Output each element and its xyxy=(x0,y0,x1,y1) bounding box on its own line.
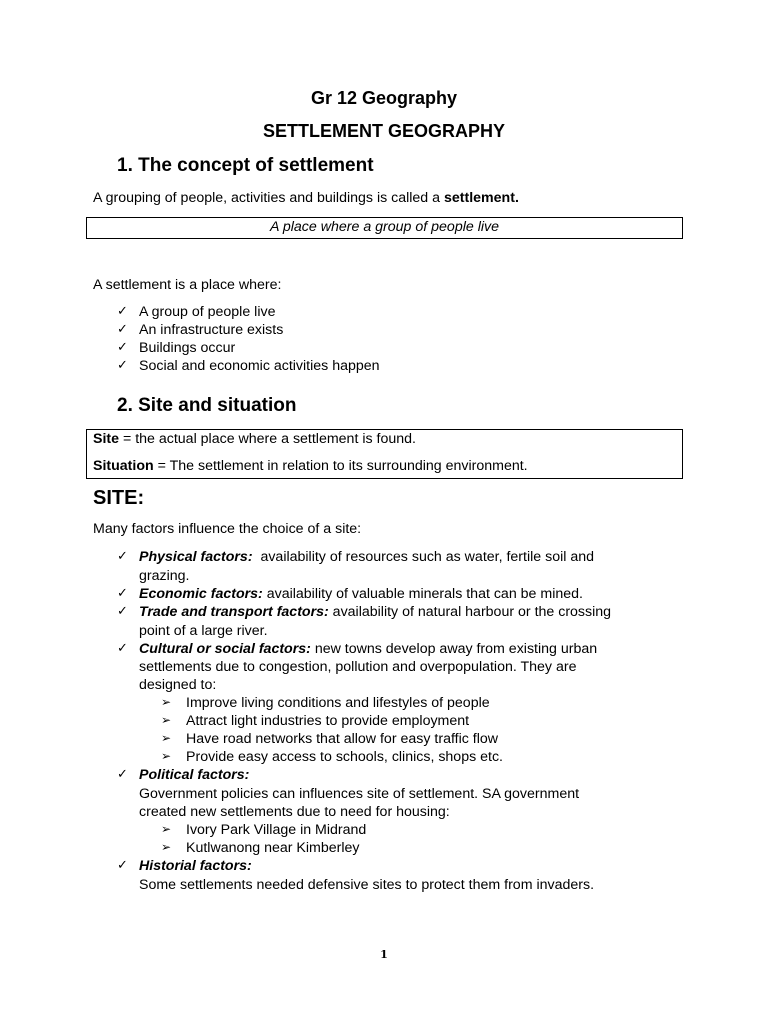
historical-factors xyxy=(139,857,252,875)
definition-box xyxy=(86,217,683,239)
economic-text: availability of valuable minerals that can be mined. xyxy=(262,586,583,602)
cultural-item: Have road networks that allow for easy traffic flow xyxy=(186,731,499,747)
check-icon: ✓ xyxy=(117,304,128,319)
list-item: Buildings occur xyxy=(139,340,236,356)
situation-term: Situation xyxy=(93,458,154,474)
cultural-item: Provide easy access to schools, clinics, shops etc. xyxy=(186,749,503,765)
check-icon: ✓ xyxy=(117,322,128,337)
cultural-item: Improve living conditions and lifestyles of people xyxy=(186,695,490,711)
political-item: Kutlwanong near Kimberley xyxy=(186,840,360,856)
arrow-bullet-icon: ➢ xyxy=(161,749,172,763)
cultural-text: new towns develop away from existing urban xyxy=(310,641,598,657)
trade-factors xyxy=(139,603,611,621)
political-text: Government policies can influences site of settlement. SA government xyxy=(139,786,580,802)
section1-heading: 1. The concept of settlement xyxy=(117,155,374,176)
historical-text: Some settlements needed defensive sites to protect them from invaders. xyxy=(139,877,595,893)
physical-label: Physical factors: xyxy=(139,549,253,565)
historical-label: Historial factors: xyxy=(139,858,252,874)
trade-text-cont: point of a large river. xyxy=(139,623,268,639)
check-icon: ✓ xyxy=(117,586,128,601)
check-icon: ✓ xyxy=(117,604,128,619)
political-label: Political factors: xyxy=(139,767,250,783)
list-item: Social and economic activities happen xyxy=(139,358,380,374)
trade-text: availability of natural harbour or the crossing xyxy=(328,604,612,620)
document-title: Gr 12 Geography xyxy=(310,88,458,108)
arrow-bullet-icon: ➢ xyxy=(161,695,172,709)
list-intro: A settlement is a place where: xyxy=(93,277,282,293)
section2-heading: 2. Site and situation xyxy=(117,395,297,416)
cultural-label: Cultural or social factors: xyxy=(139,641,311,657)
check-icon: ✓ xyxy=(117,767,128,782)
list-item: A group of people live xyxy=(139,304,276,320)
site-intro: Many factors influence the choice of a site: xyxy=(93,521,362,537)
check-icon: ✓ xyxy=(117,549,128,564)
physical-text-cont: grazing. xyxy=(139,568,190,584)
check-icon: ✓ xyxy=(117,358,128,373)
check-icon: ✓ xyxy=(117,340,128,355)
site-def: = the actual place where a settlement is found. xyxy=(119,431,416,447)
political-text-cont: created new settlements due to need for housing: xyxy=(139,804,450,820)
arrow-bullet-icon: ➢ xyxy=(161,840,172,854)
cultural-text-cont: designed to: xyxy=(139,677,217,693)
list-item: An infrastructure exists xyxy=(139,322,284,338)
site-term: Site xyxy=(93,431,120,447)
economic-label: Economic factors: xyxy=(139,586,263,602)
economic-factors xyxy=(139,585,583,603)
section1-intro-bold: settlement. xyxy=(443,190,519,206)
arrow-bullet-icon: ➢ xyxy=(161,713,172,727)
document-subtitle: SETTLEMENT GEOGRAPHY xyxy=(262,121,505,141)
situation-definition xyxy=(93,457,528,475)
cultural-item: Attract light industries to provide employment xyxy=(186,713,470,729)
definition-box-text: A place where a group of people live xyxy=(270,219,499,235)
section1-intro xyxy=(93,189,519,207)
trade-label: Trade and transport factors: xyxy=(139,604,329,620)
arrow-bullet-icon: ➢ xyxy=(161,731,172,745)
check-icon: ✓ xyxy=(117,858,128,873)
political-item: Ivory Park Village in Midrand xyxy=(186,822,367,838)
political-factors xyxy=(139,766,249,784)
site-heading: SITE: xyxy=(93,487,145,509)
cultural-text-cont: settlements due to congestion, pollution and overpopulation. They are xyxy=(139,659,577,675)
section1-intro-text: A grouping of people, activities and buildings is called a xyxy=(93,190,444,206)
situation-def: = The settlement in relation to its surrounding environment. xyxy=(153,458,528,474)
check-icon: ✓ xyxy=(117,641,128,656)
cultural-factors xyxy=(139,640,597,658)
arrow-bullet-icon: ➢ xyxy=(161,822,172,836)
page-number: 1 xyxy=(380,948,388,961)
physical-text: availability of resources such as water, fertile soil and xyxy=(252,549,595,565)
site-definition xyxy=(93,430,416,448)
physical-factors xyxy=(139,548,594,566)
